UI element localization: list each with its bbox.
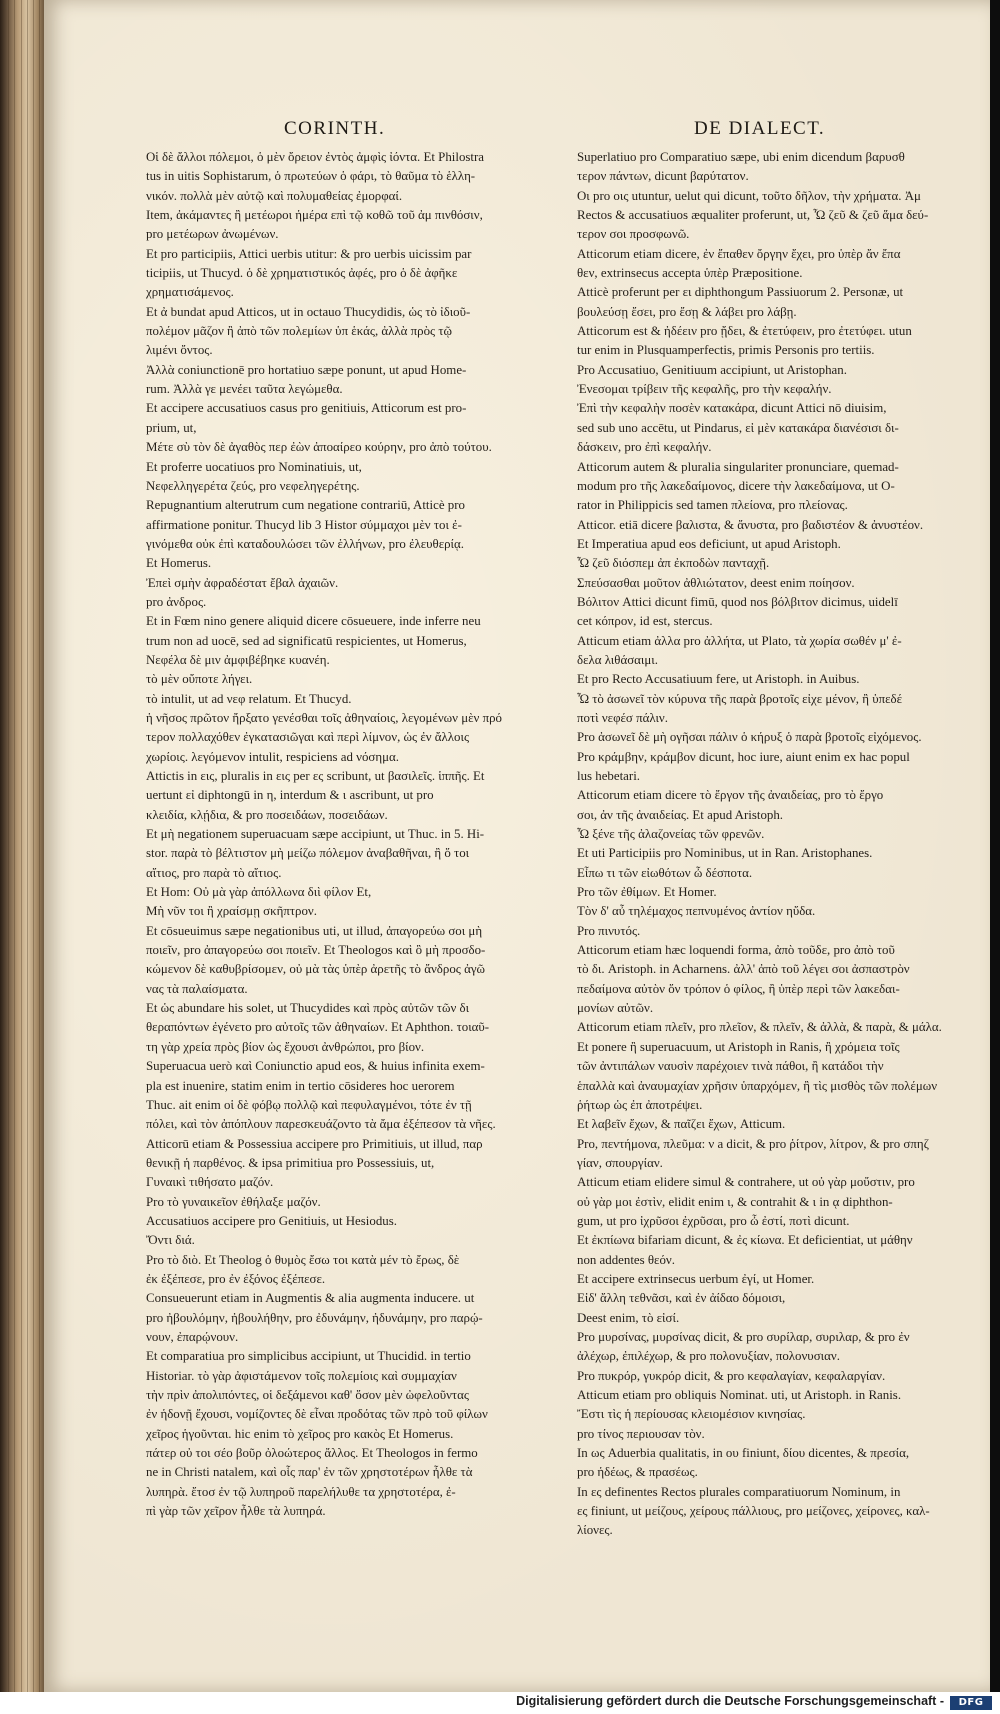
text-line: Et uti Participiis pro Nominibus, ut in Ran. Aristophanes.: [577, 846, 873, 861]
text-line: νικόν. πολλὰ μὲν αὐτῷ καὶ πολυμαθείας ἐμορφαί.: [146, 188, 403, 203]
text-line: νας τὰ παλαίσματα.: [146, 981, 248, 996]
text-line: ticipiis, ut Thucyd. ὁ δὲ χρηματιστικός ἀφές, pro ὁ δὲ ἀφῆκε: [146, 266, 458, 281]
text-line: κώμενον δὲ καθυβρίσομεν, οὐ μὰ τὰς ὑπὲρ ἀρετῆς τὸ ἄνδρος ἀγῶ: [146, 962, 486, 977]
text-line: Νεφέλα δὲ μιν ἀμφιβέβηκε κυανέη.: [146, 652, 330, 667]
text-line: tur enim in Plusquamperfectis, primis Personis pro tertiis.: [577, 343, 875, 358]
text-line: pro μετέωρων ἀνωμένων.: [146, 227, 279, 242]
text-line: αἴτιος, pro παρὰ τὸ αἴτιος.: [146, 865, 282, 880]
text-line: rator in Philippicis sed tamen πλείονα, pro πλείονας.: [577, 498, 848, 513]
text-line: Atticorum etiam πλεῖν, pro πλεῖον, & πλεῖν, & ἀλλὰ, & παρὰ, & μάλα.: [577, 1020, 942, 1035]
text-line: πόλει, καὶ τὸν ἀπόπλουν παρεσκευάζοντο τὰ ἄμα ἐξέπεσον τὰ νῆες.: [146, 1117, 496, 1132]
text-line: Atticorum etiam dicere τὸ ἔργον τῆς ἀναιδείας, pro τὸ ἔργο: [577, 788, 884, 803]
text-line: Attictis in εις, pluralis in εις per ες scribunt, ut βασιλεῖς. ἱππῆς. Et: [146, 769, 485, 783]
text-line: Superlatiuo pro Comparatiuo sæpe, ubi enim dicendum βαρυσθ: [577, 150, 905, 164]
text-line: Rectos & accusatiuos æqualiter proferunt, ut, Ὦ ζεῦ & ζεῦ ἅμα δεύ-: [577, 208, 929, 223]
text-line: οὐ γὰρ μοι ἐστὶν, elidit enim ι, & contrahit & ι in ᾳ diphthon-: [577, 1194, 893, 1209]
text-line: ἑπαλλὰ καὶ ἀναυμαχίαν χρῆσιν ὑπαρχόμεν, ἢ τὶς μισθὸς τῶν πολέμων: [577, 1078, 938, 1093]
text-line: Atticum etiam elidere simul & contrahere, ut οὐ γὰρ μοὔστιν, pro: [577, 1175, 915, 1190]
text-line: λιμένι ὄντος.: [146, 343, 213, 358]
text-line: Et pro participiis, Attici uerbis utitur: & pro uerbis uicissim par: [146, 246, 472, 261]
text-line: Σπεύσασθαι μοῦτον ἀθλιώτατον, deest enim ποίησον.: [577, 575, 855, 590]
text-line: pla est inuenire, statim enim in tertio cōsideres hoc uerorem: [146, 1078, 455, 1093]
text-line: ες finiunt, ut μείζους, χείρους πάλλιους, pro μείζονες, χείρονες, καλ-: [577, 1504, 930, 1519]
funding-notice: Digitalisierung gefördert durch die Deutsche Forschungsgemeinschaft -: [516, 1694, 944, 1708]
text-line: ποιεῖν, pro ἀπαγορεύω σοι ποιεῖν. Et Theologos καὶ ὃ μὴ προσδο-: [146, 943, 486, 958]
text-line: Οι pro οις utuntur, uelut qui dicunt, τοῦτο δῆλον, τὴν χρήματα. Ἀμ: [577, 188, 921, 203]
text-line: rum. Ἀλλὰ γε μενέει ταῦτα λεγώμεθα.: [146, 382, 343, 397]
text-line: Et ὡς abundare his solet, ut Thucydides καὶ πρὸς αὐτῶν τῶν δι: [146, 1001, 470, 1016]
text-line: Pro ἀσωνεῖ δὲ μὴ ογῆσαι πάλιν ὁ κήρυξ ὁ παρὰ βροτοῖς εἰχόμενος.: [577, 730, 922, 745]
text-line: Et proferre uocatiuos pro Nominatiuis, ut,: [146, 459, 362, 474]
text-line: τῶν ἀντιπάλων ναυσὶν παρέχοιεν τινὰ πάθοι, ἢ κατάδοι τὴν: [577, 1059, 884, 1074]
text-line: θεν, extrinsecus accepta ὑπὲρ Præpositione.: [577, 266, 803, 281]
text-line: Ὄντι διά.: [146, 1233, 195, 1248]
text-line: Et accipere accusatiuos casus pro genitiuis, Atticorum est pro-: [146, 401, 467, 416]
text-line: ἐν ἡδονῇ ἔχουσι, νομίζοντες δὲ εἶναι προδότας τῶν πρὸ τοῦ φίλων: [146, 1407, 488, 1422]
text-line: τερον πάντων, dicunt βαρύτατον.: [577, 169, 749, 184]
text-line: Et Imperatiua apud eos deficiunt, ut apud Aristoph.: [577, 536, 841, 551]
text-line: τη γὰρ χρεία πρὸς βίον ὡς ἔχουσι ἀνθρώποι, pro βίον.: [146, 1039, 425, 1054]
text-line: θενικῇ ἡ παρθένος. & ipsa primitiua pro Possessiuis, ut,: [146, 1155, 435, 1170]
text-line: μονίων αὐτῶν.: [577, 1001, 654, 1016]
text-line: δελα λιθάσαιμι.: [577, 652, 658, 667]
text-line: Thuc. ait enim οἱ δὲ φόβῳ πολλῷ καὶ πεφυλαγμένοι, τότε ἐν τῇ: [146, 1097, 472, 1112]
text-line: Et Homerus.: [146, 556, 212, 571]
text-line: Et in Fœm nino genere aliquid dicere cōsueuere, inde inferre neu: [146, 614, 481, 629]
text-line: Pro πυκρόρ, γυκρόρ dicit, & pro κεφαλαγίαν, κεφαλαργίαν.: [577, 1368, 886, 1383]
text-line: κλειδία, κλῄδια, & pro ποσειδάων, ποσειδάων.: [146, 807, 388, 822]
text-line: χρηματισάμενος.: [146, 285, 234, 300]
text-line: λυπηρὰ. ἔτοσ ἐν τῷ λυπηροῦ παρελήλυθε τα χρηστοτέρα, ἐ-: [146, 1484, 456, 1499]
left-text-column: [146, 148, 554, 1521]
text-line: pro ἀνδρος.: [146, 594, 207, 609]
text-line: τὸ intulit, ut ad νεφ relatum. Et Thucyd.: [146, 691, 352, 706]
text-line: Βόλιτον Attici dicunt fimū, quod nos βόλβιτον dicimus, uidelī: [577, 594, 898, 609]
dfg-logo: DFG: [950, 1696, 992, 1710]
text-line: sed sub uno accētu, ut Pindarus, εἰ μὲν κατακάρα διανέσισι δι-: [577, 420, 899, 435]
text-line: πεδαίμονα αὐτὸν ὅν τρόπον ὁ φίλος, ἢ ὑπὲρ περὶ τῶν λακεδαι-: [577, 981, 900, 996]
text-line: Οἱ δὲ ἄλλοι πόλεμοι, ὁ μὲν ὄρειον ἐντὸς ἀμφὶς ἰόντα. Et Philostra: [146, 150, 485, 164]
text-line: uertunt εἰ diphtongū in η, interdum & ι ascribunt, ut pro: [146, 788, 434, 803]
page-background-edge: [990, 0, 1000, 1692]
text-line: lus hebetari.: [577, 769, 640, 783]
text-line: βουλεύσῃ ἔσει, pro ἔσῃ & λάβει pro λάβῃ.: [577, 304, 797, 319]
text-line: λίονες.: [577, 1523, 613, 1538]
text-line: Repugnantium alterutrum cum negatione contrariū, Atticè pro: [146, 498, 465, 513]
text-line: τὸ δι. Aristoph. in Acharnens. ἀλλ' ἀπὸ τοῦ λέγει σοι ἀσπαστρὸν: [577, 962, 910, 977]
book-spine-edge: [0, 0, 44, 1714]
text-line: Et λαβεῖν ἔχων, & παῖζει ἔχων, Atticum.: [577, 1117, 786, 1132]
text-line: τὸ μὲν οὔποτε λήγει.: [146, 672, 253, 687]
text-line: γίαν, σπουργίαν.: [577, 1155, 663, 1170]
text-line: Μὴ νῦν τοι ἢ χραίσμῃ σκῆπτρον.: [146, 904, 317, 919]
text-line: Pro κράμβην, κράμβον dicunt, hoc iure, aiunt enim ex hac popul: [577, 749, 910, 764]
text-line: σοι, ἀν τῆς ἀναιδείας. Et apud Aristoph.: [577, 807, 784, 822]
text-line: τὴν πρὶν ἀπολιπόντες, οἱ δεξάμενοι καθ' ὅσον μὲν ὠφελοῦντας: [146, 1388, 469, 1402]
text-line: Ἐνεσομαι τρίβειν τῆς κεφαλῆς, pro τὴν κεφαλήν.: [577, 382, 832, 397]
text-line: Ἀλλὰ coniunctionē pro hortatiuo sæpe ponunt, ut apud Home-: [146, 362, 467, 377]
text-line: Νεφελληγερέτα ζεύς, pro νεφεληγερέτης.: [146, 478, 360, 493]
text-line: Pro πινυτός.: [577, 923, 641, 938]
text-line: νουν, ἐπαρῴνουν.: [146, 1329, 239, 1344]
text-line: Ἔστι τὶς ἡ περίουσας κλειομέσιον κινησίας.: [577, 1407, 806, 1422]
text-line: γινόμεθα οὐκ ἐπὶ καταδουλώσει τῶν ἑλλήνων, pro ἐλευθερίᾳ.: [146, 536, 465, 551]
text-line: Consueuerunt etiam in Augmentis & alia augmenta inducere. ut: [146, 1291, 475, 1306]
text-line: Pro μυρσίνας, μυρσίνας dicit, & pro συρίλαρ, συριλαρ, & pro ἐν: [577, 1329, 910, 1344]
text-line: In ες definentes Rectos plurales comparatiuorum Nominum, in: [577, 1484, 901, 1499]
text-line: cet κόπρον, id est, stercus.: [577, 614, 713, 629]
text-line: modum pro τῆς λακεδαίμονος, dicere τὴν λακεδαίμονα, ut O-: [577, 478, 895, 493]
text-line: χωρίοις. λεγόμενον intulit, respiciens ad νόσημα.: [146, 749, 399, 764]
text-line: affirmatione ponitur. Thucyd lib 3 Histor σύμμαχοι μὲν τοι ἐ-: [146, 517, 462, 532]
book-page: [44, 0, 990, 1692]
text-line: δάσκειν, pro ἐπὶ κεφαλήν.: [577, 440, 712, 455]
text-line: prium, ut,: [146, 420, 197, 435]
text-line: ἡ νῆσος πρῶτον ἤρξατο γενέσθαι τοῖς ἀθηναίοις, λεγομένων μὲν πρό: [146, 710, 502, 725]
text-line: Et ἀ bundat apud Atticos, ut in octauo Thucydidis, ὡς τὸ ἰδιοῦ-: [146, 304, 471, 319]
text-line: ποτὶ νεφέσ πάλιν.: [577, 710, 668, 725]
text-line: τερον σοι προσφωνῶ.: [577, 227, 690, 242]
text-line: Et accipere extrinsecus uerbum ἐγί, ut Homer.: [577, 1271, 815, 1286]
right-text-column: [577, 148, 977, 1541]
text-line: Εἶπω τι τῶν εἰωθότων ὦ δέσποτα.: [577, 865, 753, 880]
text-line: Εἰδ' ἄλλη τεθνᾶσι, καὶ ἐν ἀίδαο δόμοισι,: [577, 1291, 786, 1306]
text-line: Atticorum est & ἠδέειν pro ᾔδει, & ἐτετύφειν, pro ἐτετύφει. utun: [577, 324, 912, 339]
text-line: Et pro Recto Accusatiuum fere, ut Aristoph. in Auibus.: [577, 672, 860, 687]
text-line: τερον πολλαχόθεν ἐγκατασιῶγαι καὶ περὶ λίμνον, ὡς ἐν ἄλλοις: [146, 730, 470, 745]
text-line: Et ἐκπίωνα bifariam dicunt, & ἐς κίωνα. Et deficientiat, ut μάθην: [577, 1233, 913, 1248]
text-line: Atticorum autem & pluralia singulariter pronunciare, quemad-: [577, 459, 899, 474]
text-line: Pro τὸ διὸ. Et Theolog ὁ θυμὸς ἔσω τοι κατὰ μέν τὸ ἔρως, δὲ: [146, 1252, 460, 1267]
text-line: Pro τῶν ἐθίμων. Et Homer.: [577, 885, 717, 900]
text-line: Atticè proferunt per ει diphthongum Passiuorum 2. Personæ, ut: [577, 285, 904, 300]
text-line: Historiar. τὸ γὰρ ἀφιστάμενον τοῖς πολεμίοις καὶ συμμαχίαν: [146, 1368, 457, 1383]
text-line: pro τίνος περιουσαν τὸν.: [577, 1426, 705, 1441]
text-line: Atticorum etiam dicere, ἐν ἔπαθεν ὄργην ἔχει, pro ὑπὲρ ἄν ἔπα: [577, 246, 901, 261]
text-line: Et μὴ negationem superuacuam sæpe accipiunt, ut Thuc. in 5. Hi-: [146, 827, 485, 842]
text-line: πολέμον μᾶζον ἢ ἀπὸ τῶν πολεμίων ὑπ ἑκάς, ἀλλὰ πρὸς τῷ: [146, 324, 453, 339]
text-line: pro ἠβουλόμην, ἠβουλήθην, pro ἐδυνάμην, ἠδυνάμην, pro παρῴ-: [146, 1310, 483, 1325]
text-line: Ὦ ξένε τῆς ἀλαζονείας τῶν φρενῶν.: [577, 827, 765, 842]
text-line: pro ἡδέως, & πρασέως.: [577, 1465, 698, 1480]
text-line: Ὦ ζεῦ διόσπεμ ἀπ ἐκποδὼν πανταχῇ.: [577, 556, 770, 571]
text-line: ne in Christi natalem, καὶ οἷς παρ' ἐν τῶν χρηστοτέρων ἦλθε τὰ: [146, 1465, 473, 1480]
text-line: stor. παρὰ τὸ βέλτιστον μὴ μείζω πόλεμον ἀναβαθῆναι, ἢ ὅ τοι: [146, 846, 470, 861]
text-line: Γυναικὶ τιθήσατο μαζόν.: [146, 1175, 274, 1190]
text-line: Atticor. etiā dicere βαλιστα, & ἄνυστα, pro βαδιστέον & ἀνυστέον.: [577, 517, 924, 532]
text-line: Pro, πεντήμονα, πλεῦμα: ν a dicit, & pro ῥίτρον, λίτρον, & pro σπηζ: [577, 1136, 929, 1151]
text-line: Ὦ τὸ ἀσωνεῖ τὸν κύρυνα τῆς παρὰ βροτοῖς εἰχε μένον, ἢ ὑπεδέ: [577, 691, 902, 706]
text-line: Μέτε σὺ τὸν δὲ ἀγαθὸς περ ἐὼν ἀποαίρεο κούρην, pro ἀπὸ τούτου.: [146, 440, 492, 455]
running-head-right: DE DIALECT.: [694, 118, 826, 139]
text-line: Atticorum etiam hæc loquendi forma, ἀπὸ τοῦδε, pro ἀπὸ τοῦ: [577, 943, 895, 958]
text-line: Item, ἀκάμαντες ἢ μετέωροι ἡμέρα επὶ τῷ κοθῶ τοῦ ἀμ πινθόσιν,: [146, 208, 483, 223]
text-line: Et comparatiua pro simplicibus accipiunt, ut Thucidid. in tertio: [146, 1349, 471, 1364]
footer-bar: [0, 1692, 1000, 1714]
text-line: Et cōsueuimus sæpe negationibus uti, ut illud, ἀπαγορεύω σοι μὴ: [146, 923, 483, 938]
text-line: Accusatiuos accipere pro Genitiuis, ut Hesiodus.: [146, 1213, 397, 1228]
text-line: Et ponere ἢ superuacuum, ut Aristoph in Ranis, ἢ χρόμεια τοῖς: [577, 1039, 900, 1054]
text-line: Pro τὸ γυναικεῖον ἐθήλαξε μαζόν.: [146, 1194, 321, 1209]
text-line: θεραπόντων ἐγένετο pro αὐτοῖς τῶν ἀθηναίων. Et Aphthon. τοιαῦ-: [146, 1020, 490, 1035]
text-line: Ἐπὶ τὴν κεφαλὴν ποσὲν κατακάρα, dicunt Attici nō diuisim,: [577, 401, 887, 416]
text-line: non addentes θεόν.: [577, 1252, 675, 1267]
text-line: Ἐπεὶ σμὴν ἀφραδέστατ ἔβαλ ἀχαιῶν.: [146, 575, 339, 590]
text-line: ἐκ ἐξέπεσε, pro ἐν ἐξόνος ἐξέπεσε.: [146, 1271, 326, 1286]
text-line: ῥήτωρ ὡς ἐπ ἀποτρέψει.: [577, 1097, 703, 1112]
text-line: Atticum etiam ἀλλα pro ἀλλήτα, ut Plato, τὰ χωρία σωθέν μ' ἐ-: [577, 633, 902, 648]
text-line: χεῖρος ἡγοῦνται. hic enim τὸ χεῖρος pro κακὸς Et Homerus.: [146, 1426, 454, 1441]
text-line: Superuacua uerò καὶ Coniunctio apud eos, & huius infinita exem-: [146, 1059, 485, 1074]
text-line: Atticum etiam pro obliquis Nominat. uti, ut Aristoph. in Ranis.: [577, 1388, 902, 1402]
text-line: tus in uitis Sophistarum, ὁ πρωτεύων ὁ φάρι, τὸ θαῦμα τὸ ἑλλη-: [146, 169, 476, 184]
text-line: Τὸν δ' αὖ τηλέμαχος πεπνυμένος ἀντίον ηὔδα.: [577, 904, 816, 919]
text-line: πάτερ οὐ τοι σέο βοῦρ ὀλοώτερος ἄλλος. Et Theologos in fermo: [146, 1446, 478, 1461]
text-line: ἀλέχωρ, ἐπιλέχωρ, & pro πολονυξίαν, πολονυσιαν.: [577, 1349, 840, 1364]
text-line: Atticorū etiam & Possessiua accipere pro Primitiuis, ut illud, παρ: [146, 1136, 483, 1151]
text-line: πὶ γὰρ τῶν χεῖρον ἦλθε τὰ λυπηρά.: [146, 1504, 326, 1519]
text-line: In ως Aduerbia qualitatis, in ου finiunt, δίου dicentes, & πρεσία,: [577, 1446, 910, 1461]
text-line: gum, ut pro ἰχρῦσοι ἐχρῦσαι, pro ὦ ἐστί, ποτὶ dicunt.: [577, 1213, 850, 1228]
text-line: trum non ad uocē, sed ad significatū respicientes, ut Homerus,: [146, 633, 467, 648]
text-line: Pro Accusatiuo, Genitiuum accipiunt, ut Aristophan.: [577, 362, 847, 377]
running-header: [44, 118, 990, 148]
running-head-left: CORINTH.: [284, 118, 386, 139]
text-line: Deest enim, τὸ εἰσί.: [577, 1310, 680, 1325]
text-line: Et Hom: Οὐ μὰ γὰρ ἀπόλλωνα διὶ φίλον Et,: [146, 885, 372, 900]
